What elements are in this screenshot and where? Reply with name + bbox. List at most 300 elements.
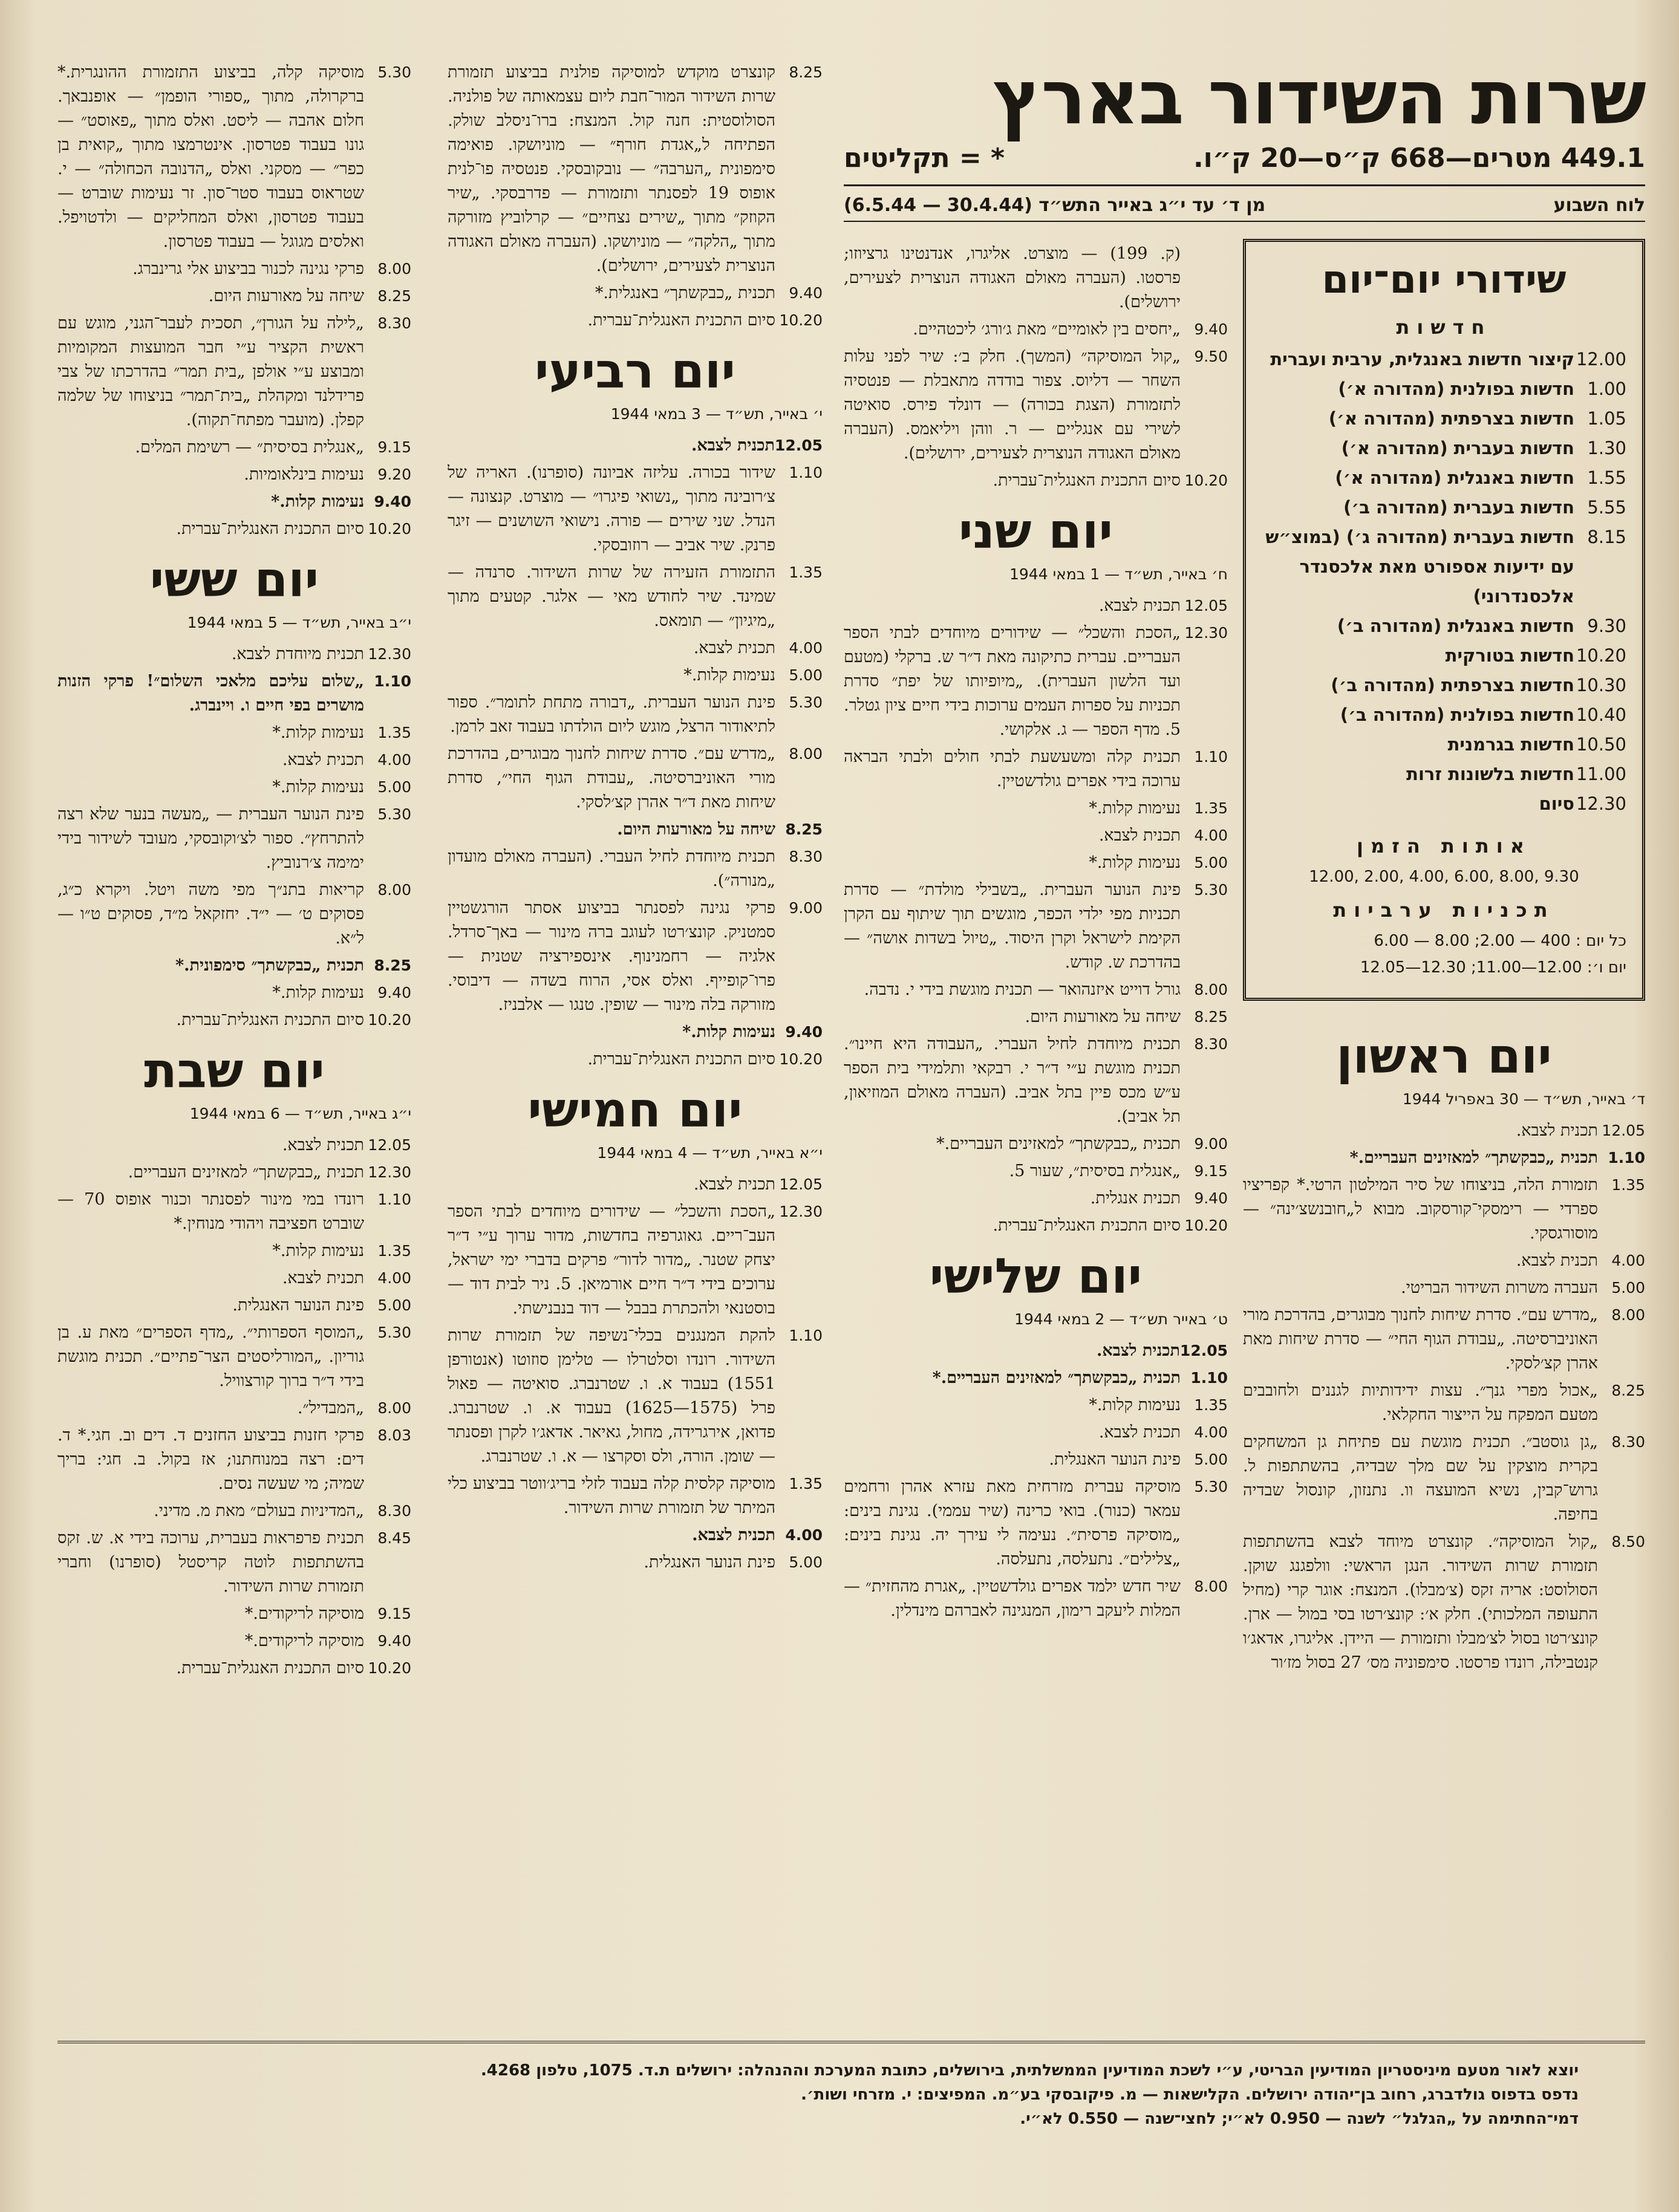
program-item	[844, 1393, 1228, 1417]
time-signal-heading: אותות הזמן	[1356, 834, 1532, 857]
program-item	[448, 1523, 823, 1547]
news-text: סיום	[1539, 793, 1574, 814]
program-text: תכנית לצבא.	[693, 639, 775, 657]
program-time: 4.00	[1611, 1252, 1645, 1269]
program-item	[844, 1186, 1228, 1211]
tuesday-continuation	[448, 60, 823, 333]
program-item	[57, 490, 411, 514]
program-item	[57, 1160, 411, 1185]
program-item	[57, 1008, 411, 1032]
program-time: 8.30	[1611, 1433, 1645, 1451]
program-item	[448, 308, 823, 333]
news-text: חדשות בעברית (מהדורה ג׳) (במוצ״ש עם ידיעות אספורט מאת אלכסנדר אלכסנדרוני)	[1265, 527, 1574, 607]
program-time: 10.20	[368, 1011, 411, 1029]
program-item	[1243, 1249, 1645, 1273]
program-time: 5.00	[377, 778, 411, 796]
program-item	[1243, 1530, 1645, 1675]
program-time: 5.00	[377, 1296, 411, 1314]
program-text: תכנית לצבא.	[282, 1136, 364, 1154]
program-item	[844, 824, 1228, 848]
program-time: 9.40	[377, 1632, 411, 1650]
program-time: 1.10	[1608, 1149, 1645, 1166]
program-time: 8.03	[377, 1426, 411, 1444]
program-time: 5.00	[1611, 1279, 1645, 1296]
news-time: 1.30	[1587, 438, 1626, 458]
program-item	[844, 621, 1228, 742]
program-item	[57, 1188, 411, 1236]
program-time: 12.05	[1179, 1342, 1228, 1359]
day-date: ט׳ באייר תש״ד — 2 במאי 1944	[1014, 1310, 1228, 1328]
program-item	[844, 317, 1228, 342]
program-item	[448, 1047, 823, 1072]
news-text: חדשות בצרפתית (מהדורה א׳)	[1328, 408, 1574, 429]
program-text: תכנית „כבקשתך״ סימפונית.*	[175, 956, 364, 975]
program-time: 1.10	[374, 672, 411, 690]
program-time: 10.20	[1184, 472, 1228, 489]
program-time: 12.05	[368, 1136, 411, 1154]
program-text: „קול המוסיקה״ (המשך). חלק ב׳: שיר לפני עלות השחר — דליוס. צפור בודדה מתאבלת — פנטסיה לתזמורת (הצגת בכורה) — דונלד פירס. סואיטה לשירי עם אנגליים — ר. ווהן ויליאמס. (העברה מאולם האגודה הנוצרית לצעירים, ירושלים).	[844, 347, 1181, 463]
program-text: תכנית „כבקשתך״ למאזינים העבריים.*	[936, 1134, 1181, 1153]
program-item	[844, 745, 1228, 793]
program-item	[844, 1339, 1228, 1363]
program-time: 9.40	[785, 1023, 823, 1041]
program-item	[844, 796, 1228, 821]
program-text: נעימות קלות.*	[272, 778, 364, 796]
program-text: תכנית „כבקשתך״ למאזינים העבריים.*	[1349, 1148, 1598, 1167]
program-time: 8.50	[1611, 1533, 1645, 1550]
program-time: 9.00	[789, 899, 823, 917]
program-item	[844, 878, 1228, 975]
masthead-title: שרות השידור בארץ	[993, 54, 1645, 142]
program-item	[1243, 1276, 1645, 1300]
program-item	[448, 845, 823, 893]
program-text: נעימות קלות.*	[1089, 1396, 1181, 1414]
program-text: תכנית לצבא.	[1098, 596, 1181, 615]
footer-line-2: נדפס בדפוס גולדברג, רחוב בן־יהודה ירושלים. הקלישאות — מ. פיקובסקי בע״מ. המפיצים: י. מזרחי ושות׳.	[801, 2086, 1579, 2104]
column-3	[448, 57, 823, 2047]
program-text: נעימות קלות.*	[271, 492, 364, 511]
program-text: תכנית לצבא.	[282, 1269, 364, 1287]
program-text: „לילה על הגורן״, תסכית לעבר־הגני, מוגש עם ראשית הקציר ע״י חבר המועצות המקומיות ומבוצע ע״י אולפן „בית תמר״ בהדרכתו של צבי פרידלנד ומקהלת „בית־תמר״ בניצוחו של שלמה קפלן. (מועבר מפתח־תקוה).	[57, 314, 364, 429]
program-item	[1243, 1146, 1645, 1170]
footer-line-1: יוצא לאור מטעם מיניסטריון המודיעין הבריטי, ע״י לשכת המודיעין הממשלתית, בירושלים, כתובת המערכת וההנהלה: ירושלים ת.ד. 1075, טלפון 4268.	[480, 2061, 1579, 2080]
week-row	[844, 186, 1645, 221]
program-time: 8.45	[377, 1529, 411, 1547]
program-text: רונדו במי מינור לפסנתר וכנור אופוס 70 — שוברט חפציבה ויהודי מנוחין.*	[57, 1190, 364, 1233]
day-date: י״א באייר, תש״ד — 4 במאי 1944	[597, 1144, 823, 1162]
daily-title: שידורי יום־יום	[1322, 258, 1567, 302]
program-time: 9.15	[377, 1605, 411, 1622]
frequency-line: 449.1 מטרים—668 ק״ס—20 ק״ו.	[1193, 143, 1645, 174]
masthead-freq-row	[844, 143, 1645, 174]
program-item	[844, 851, 1228, 875]
program-text: גורל דוייט איזנהואר — תכנית מוגשת בידי י. נדבה.	[864, 980, 1181, 999]
program-time: 1.35	[1611, 1176, 1645, 1194]
program-item	[1243, 1430, 1645, 1527]
program-item	[844, 1159, 1228, 1183]
news-row	[1262, 345, 1626, 374]
program-item	[57, 878, 411, 951]
day-saturday	[57, 1039, 411, 1680]
program-time: 8.00	[377, 881, 411, 899]
program-text: פינת הנוער העברית. „בשבילי מולדת״ — סדרת תכניות מפי ילדי הכפר, מוגשים תוך שיתוף עם הקרן הקימת לישראל וקרן היסוד. „טיול בשדות אושה״ — בהדרכת ש. קודש.	[844, 880, 1181, 972]
news-time: 10.50	[1576, 734, 1626, 755]
program-text: שיחה על מאורעות היום.	[617, 820, 775, 839]
program-item	[448, 1550, 823, 1575]
news-time: 9.30	[1587, 616, 1626, 636]
footer-rule	[57, 2041, 1645, 2043]
program-text: תכנית מיוחדת לחיל העברי. (העברה מאולם מועדון „מנורה״).	[448, 847, 775, 890]
program-text: נעימות קלות.*	[682, 1023, 775, 1041]
program-time: 12.05	[1602, 1122, 1645, 1139]
day-tuesday	[844, 1245, 1228, 1623]
program-time: 8.25	[374, 957, 411, 974]
program-item	[448, 60, 823, 278]
program-text: מוסיקה לריקודים.*	[244, 1631, 364, 1650]
program-text: „אנגלית בסיסית״, שעור 5.	[1009, 1162, 1181, 1180]
program-time: 9.40	[1194, 320, 1228, 338]
program-item	[844, 1448, 1228, 1472]
news-time: 10.30	[1576, 675, 1626, 695]
news-row	[1262, 641, 1626, 671]
news-time: 12.00	[1576, 349, 1626, 369]
program-item	[448, 461, 823, 558]
program-text: שיחה על מאורעות היום.	[208, 287, 364, 305]
program-item	[448, 742, 823, 815]
program-time: 12.30	[1184, 624, 1228, 642]
program-item	[57, 1321, 411, 1393]
program-time: 1.35	[789, 564, 823, 581]
program-item	[57, 311, 411, 432]
program-item	[448, 1324, 823, 1469]
program-text: סיום התכנית האנגלית־עברית.	[176, 1010, 364, 1029]
program-item	[57, 1293, 411, 1318]
daily-box	[1243, 239, 1645, 1001]
program-text: „מדרש עם״. סדרת שיחות לחנוך מבוגרים, בהדרכת מורי האוניברסיטה. „עבודת הגוף החי״ — סדרת שיחות מאת אהרן קצ׳לסקי.	[1243, 1306, 1598, 1373]
program-text: „הסכת והשכל״ — שידורים מיוחדים לבתי הספר העב־ריים. גאוגרפיה בחדשות, מדור ערוך ע״י ד״ר יצחק שטנר. „מדור לדור״ פרקים בדברי ימי ישראל, ערוכים בידי ד״ר חיים אורמיאן. 5. ניר לבית דוד — בוסטנאי ולהכתרת בבבל — דוד בנבנישתי.	[448, 1202, 775, 1318]
program-text: מוסיקה קלסית קלה בעבוד לזלי בריג׳ווטר בביצוע כלי המיתר של תזמורת שרות השידור.	[448, 1474, 775, 1517]
program-text: תכנית אנגלית.	[1090, 1189, 1181, 1208]
program-time: 12.30	[368, 645, 411, 663]
day-monday	[844, 500, 1228, 1238]
program-time: 10.20	[779, 1050, 823, 1068]
program-time: 8.30	[1194, 1035, 1228, 1053]
program-text: סיום התכנית האנגלית־עברית.	[993, 1216, 1181, 1235]
program-item	[844, 978, 1228, 1002]
program-item	[1243, 1379, 1645, 1427]
program-item	[57, 257, 411, 281]
program-time: 1.10	[1190, 1369, 1228, 1387]
program-item	[57, 284, 411, 308]
program-item	[844, 594, 1228, 618]
program-time: 8.00	[1194, 981, 1228, 998]
program-item	[57, 721, 411, 745]
footer	[57, 2050, 1645, 2131]
thursday-continuation	[57, 60, 411, 541]
program-item	[57, 517, 411, 541]
program-time: 8.30	[377, 314, 411, 332]
program-time: 8.00	[1194, 1578, 1228, 1595]
program-item	[448, 1200, 823, 1321]
program-text: פינת הנוער האנגלית.	[232, 1296, 364, 1315]
program-item	[1243, 1173, 1645, 1246]
program-text: פרקי חזנות בביצוע החזנים ד. דים וב. חגי.* ד. דים: רצה במנוחתנו; אז בקול. ב. חגי: בריך שמיה; מי שעשה נסים.	[57, 1426, 364, 1493]
program-time: 9.20	[377, 466, 411, 483]
program-time: 5.30	[1194, 1478, 1228, 1495]
program-text: שיחה על מאורעות היום.	[1025, 1007, 1181, 1026]
program-time: 4.00	[377, 751, 411, 769]
news-time: 11.00	[1576, 764, 1626, 784]
program-time: 5.30	[1194, 881, 1228, 899]
column-2	[844, 239, 1228, 2047]
program-text: תכנית מיוחדת לחיל העברי. „העבודה היא חיינו״. תכנית מוגשת ע״י ד״ר י. רבקאי ותלמידי בית הספר ע״ש מכס פיין בתל אביב. (העברה מאולם המוזיאון, תל אביב).	[844, 1035, 1181, 1126]
news-text: חדשות בטורקית	[1445, 645, 1574, 666]
program-item	[57, 1656, 411, 1680]
program-time: 5.00	[1194, 1451, 1228, 1468]
program-text: שידור בכורה. עליזה אביונה (סופרנו). האריה של צ׳רובינה מתוך „נשואי פיגרו״ — מוצרט. קנצונה — הנדל. שני שירים — פורה. נישואי השושנים — זיגר פרנק. שיר אביב — רוזובסקי.	[448, 463, 775, 555]
news-row	[1262, 671, 1626, 700]
program-item	[57, 435, 411, 460]
day-date: י׳ באייר, תש״ד — 3 במאי 1944	[610, 405, 823, 423]
news-text: חדשות בעברית (מהדורה ב׳)	[1343, 497, 1574, 518]
program-time: 5.30	[377, 63, 411, 81]
program-time: 1.10	[1194, 748, 1228, 766]
news-time: 1.05	[1587, 408, 1626, 429]
record-legend: * = תקליטים	[844, 143, 1005, 174]
week-rule	[844, 221, 1645, 222]
news-row	[1262, 789, 1626, 819]
program-text: „המבדיל״.	[297, 1399, 364, 1417]
program-text: תכנית „כבקשתך״ למאזינים העבריים.*	[932, 1368, 1181, 1387]
program-text: מוסיקה עברית מזרחית מאת עזרא אהרן ורחמים עמאר (כנור). בואי כרינה (שיר עממי). נגינת בינים: „מוסיקה פרסית״. נעימה לי עירך יה. נגינת בינים: „צלילים״. נתעלסה, נתעלסה.	[844, 1477, 1181, 1569]
program-text: תכנית לצבא.	[691, 436, 775, 455]
army-line-1: כל יום : 400 — 2.00; 8.00 — 6.00	[1374, 932, 1626, 950]
news-text: חדשות באנגלית (מהדורה א׳)	[1335, 467, 1574, 488]
news-row	[1262, 404, 1626, 434]
day-sunday	[1243, 1025, 1645, 1675]
news-time: 8.15	[1587, 527, 1626, 547]
program-text: „הסכת והשכל״ — שידורים מיוחדים לבתי הספר העבריים. עברית כתיקונה מאת ד״ר ש. ברקלי (מטעם ועד הלשון העברית). „מיופיותו של יפת״ סדרת תכניות על ספרות העמים ערוכות בידי חיים ציון גטלר. 5. מדף הספר — ג. אלקושי.	[844, 623, 1181, 739]
program-text: פינת הנוער האנגלית.	[1049, 1450, 1181, 1469]
program-item	[844, 345, 1228, 466]
program-item	[448, 636, 823, 660]
program-time: 1.10	[789, 1327, 823, 1344]
program-item	[448, 1472, 823, 1520]
program-text: סיום התכנית האנגלית־עברית.	[176, 1659, 364, 1677]
program-text: תכנית קלה ומשעשעת לבתי חולים ולבתי הבראה ערוכה בידי אפרים גולדשטיין.	[844, 747, 1181, 790]
day-date: י״ג באייר, תש״ד — 6 במאי 1944	[189, 1105, 411, 1122]
program-time: 12.30	[368, 1163, 411, 1181]
program-text: התזמורת הזעירה של שרות השידור. סרנדה — שמינד. שיר לחודש מאי — אלגר. קטעים מתוך „מיגיון״ — תומאס.	[448, 563, 775, 630]
program-item	[844, 242, 1228, 314]
program-text: תכנית לצבא.	[1098, 826, 1181, 845]
program-text: נעימות בינלאומיות.	[244, 465, 364, 484]
program-time: 8.00	[377, 260, 411, 278]
news-row	[1262, 760, 1626, 789]
program-text: קונצרט מוקדש למוסיקה פולנית בביצוע תזמורת שרות השידור המור־חבת ליום עצמאותה של פולניה. הסולוסטית: חנה קול. המנצח: ברו־ניסלב שולק. הפתיחה ל„אגדת חורף״ — מוניושקו. פואימה סימפונית „הערבה״ — נובקובסקי. פנטסיה פו־לנית אופוס 19 לפסנתר ותזמורת — פדרבסקי. „שיר הקוזק״ מתוך „שירים נצחיים״ — קרלוביץ מזורקה מתוך „הלקה״ — מוניושקו. (העברה מאולם האגודה הנוצרית לצעירים, ירושלים).	[448, 63, 775, 275]
program-item	[448, 434, 823, 458]
program-text: „המדיניות בעולם״ מאת מ. מדיני.	[154, 1501, 364, 1520]
program-text: תכנית לצבא.	[693, 1175, 775, 1194]
program-time: 1.10	[789, 464, 823, 481]
program-item	[1243, 1119, 1645, 1143]
program-item	[1243, 1303, 1645, 1376]
day-date: י״ב באייר, תש״ד — 5 במאי 1944	[187, 614, 411, 631]
program-item	[57, 802, 411, 875]
news-text: חדשות בפולנית (מהדורה ב׳)	[1340, 704, 1574, 725]
program-time: 9.40	[374, 493, 411, 510]
program-item	[57, 981, 411, 1005]
news-time: 1.55	[1587, 467, 1626, 488]
footer-line-3: דמי־החתימה על „הגלגל״ לשנה — 0.950 לא״י; לחצי־שנה — 0.550 לא״י.	[1020, 2110, 1579, 2128]
day-wednesday	[448, 340, 823, 1072]
program-time: 12.05	[779, 1176, 823, 1193]
program-item	[57, 954, 411, 978]
program-item	[57, 1239, 411, 1263]
program-time: 4.00	[1194, 827, 1228, 844]
news-row	[1262, 700, 1626, 730]
program-item	[57, 1133, 411, 1157]
program-text: סיום התכנית האנגלית־עברית.	[587, 311, 775, 330]
program-time: 8.25	[1194, 1008, 1228, 1026]
program-time: 4.00	[785, 1526, 823, 1544]
program-text: תכנית לצבא.	[1097, 1341, 1180, 1360]
program-time: 5.30	[377, 1324, 411, 1341]
news-time: 10.40	[1576, 704, 1626, 725]
program-item	[448, 896, 823, 1017]
program-time: 8.25	[377, 287, 411, 305]
program-time: 1.35	[1194, 1396, 1228, 1414]
program-item	[57, 1526, 411, 1599]
program-time: 12.30	[779, 1203, 823, 1220]
program-item	[844, 1032, 1228, 1129]
program-item	[57, 1629, 411, 1653]
program-time: 9.50	[1194, 348, 1228, 365]
program-item	[57, 1499, 411, 1523]
program-text: להקת המנגנים בכלי־נשיפה של תזמורת שרות השידור. רונדו וסלטרלו — טלימן סוזוטו (אנטורפן 1551) בעבוד א. ו. שטרנברג. סואיטה — פאול פרל (1575—1625) בעבוד א. ו. שטרנברג. פדואן, אירגרידה, מחול, גאיאר. אדאג׳ו לקרן ופסנתר — שומן. הורה, ולס וסקרצו — א. ו. שטרנברג.	[448, 1326, 776, 1466]
program-text: תכנית לצבא.	[1516, 1251, 1598, 1270]
program-text: סיום התכנית האנגלית־עברית.	[993, 471, 1181, 490]
program-item	[448, 561, 823, 633]
program-text: „אכול מפרי גנך״. עצות ידידותיות לגננים ולחובבים מטעם המפקח על הייצור החקלאי.	[1243, 1381, 1598, 1424]
program-text: „גן גוסטב״. תכנית מוגשת עם פתיחת גן המשחקים בקרית מוצקין על שם מלך שבדיה, בהשתתפות ל. גרוש־קבין, נשיא המועצה וו. נתנזון, קונסול שבדיה בחיפה.	[1243, 1433, 1598, 1524]
news-text: חדשות בצרפתית (מהדורה ב׳)	[1331, 675, 1574, 695]
program-text: „המוסף הספרותי״. „מדף הספרים״ מאת ע. בן גוריון. „המורליסטים הצר־פתיים״. תכנית מוגשת בידי ד״ר ברוך קורצוויל.	[57, 1323, 364, 1390]
news-text: חדשות בפולנית (מהדורה א׳)	[1338, 379, 1574, 399]
program-time: 9.00	[1194, 1135, 1228, 1153]
program-item	[448, 1020, 823, 1044]
program-time: 4.00	[1194, 1423, 1228, 1441]
program-text: שיר חדש ילמד אפרים גולדשטיין. „אגרת מהחזית״ — המלות ליעקב רימון, המנגינה לאברהם מינדלין.	[844, 1577, 1181, 1620]
program-text: תכנית לצבא.	[1516, 1121, 1598, 1140]
program-text: נעימות קלות.*	[683, 666, 775, 685]
program-item	[448, 691, 823, 739]
program-time: 8.00	[377, 1399, 411, 1417]
program-time: 1.35	[1194, 799, 1228, 817]
weekly-label: לוח השבוע	[1553, 195, 1645, 216]
program-time: 8.25	[785, 821, 823, 838]
army-heading: תכניות ערביות	[1333, 899, 1555, 922]
program-item	[57, 1396, 411, 1420]
program-text: נעימות קלות.*	[1089, 799, 1181, 818]
program-text: סיום התכנית האנגלית־עברית.	[587, 1050, 775, 1069]
program-time: 5.30	[377, 805, 411, 823]
day-title: יום שלישי	[929, 1248, 1143, 1304]
program-text: פרקי נגינה לפסנתר בביצוע אסתר הורגשטיין סמטניק. קונצ׳רטו לעוגב ברה מינור — באך־סרדל. אלגיה — רחמנינוף. אינספירציה שטנית — פרו־קופייף. ואלס אסי, הרוח בשדה — דיבוסי. מזורקה בלה מינור — שופין. טנגו — אלבניז.	[448, 899, 775, 1014]
program-text: תכנית לצבא.	[692, 1526, 775, 1544]
program-text: מוסיקה לריקודים.*	[244, 1604, 364, 1623]
news-text: חדשות בגרמנית	[1447, 734, 1574, 755]
program-text: העברה משרות השידור הבריטי.	[1401, 1278, 1598, 1297]
program-time: 8.00	[789, 745, 823, 763]
program-item	[57, 1266, 411, 1290]
news-row	[1262, 611, 1626, 641]
program-item	[57, 775, 411, 799]
program-time: 10.20	[368, 1659, 411, 1677]
news-text: חדשות בלשונות זרות	[1406, 764, 1574, 784]
program-item	[844, 1005, 1228, 1029]
program-item	[448, 1173, 823, 1197]
day-title: יום שבת	[144, 1043, 325, 1099]
program-text: „יחסים בין לאומיים״ מאת ג׳ורג׳ ליכטהיים.	[913, 320, 1181, 339]
program-item	[448, 818, 823, 842]
news-text: חדשות בעברית (מהדורה א׳)	[1341, 438, 1574, 458]
program-item	[57, 1602, 411, 1626]
program-item	[844, 1366, 1228, 1390]
program-time: 1.35	[377, 724, 411, 741]
program-time: 1.10	[377, 1191, 411, 1208]
program-item	[57, 463, 411, 487]
program-item	[844, 1214, 1228, 1238]
program-text: תכנית לצבא.	[282, 750, 364, 769]
column-1	[1243, 239, 1645, 2047]
program-text: „קול המוסיקה״. קונצרט מיוחד לצבא בהשתתפות תזמורת שרות השידור. הנגן הראשי: וולפגנג שוקן. הסולוסט: אריה זקס (צ׳מבלו). המנצח: אוגר קרי (מחיל התעופה המלכותי). חלק א׳: קונצ׳רטו בסי במול — ארן. קונצ׳רטו בסול לצ׳מבלו ותזמורת — היידן. אליגרו, אדאג׳ו קנטבילה, רונדו פרסטו. סימפוניה מס׳ 27 בסול מז׳ור	[1243, 1532, 1598, 1672]
program-item	[57, 1423, 411, 1496]
program-time: 1.35	[377, 1242, 411, 1260]
program-text: נעימות קלות.*	[1089, 853, 1181, 872]
program-text: „מדרש עם״. סדרת שיחות לחנוך מבוגרים, בהדרכת מורי האוניברסיטה. „עבודת הגוף החי״, סדרת שיחות מאת ד״ר אהרן קצ׳לסקי.	[448, 744, 775, 812]
day-title: יום ששי	[149, 551, 319, 608]
program-item	[844, 1420, 1228, 1445]
program-text: תכנית „כבקשתך״ באנגלית.*	[595, 284, 775, 302]
program-time: 5.00	[789, 1553, 823, 1571]
program-text: (ק. 199) — מוצרט. אליגרו, אנדנטינו גרציוזו; פרסטו. (העברה מאולם האגודה הנוצרית לצעירים, ירושלים).	[844, 244, 1181, 311]
program-time: 12.05	[774, 437, 823, 454]
news-row	[1262, 374, 1626, 404]
program-text: נעימות קלות.*	[272, 723, 364, 742]
day-title: יום חמישי	[527, 1082, 743, 1138]
news-row	[1262, 493, 1626, 522]
program-time: 8.25	[1611, 1382, 1645, 1399]
program-time: 9.15	[377, 438, 411, 456]
program-item	[844, 1132, 1228, 1156]
news-text: חדשות באנגלית (מהדורה ב׳)	[1337, 616, 1574, 636]
news-row	[1262, 463, 1626, 493]
program-time: 4.00	[377, 1269, 411, 1287]
program-time: 8.25	[789, 63, 823, 81]
program-time: 9.40	[1194, 1189, 1228, 1207]
program-time: 5.30	[789, 694, 823, 711]
news-heading: חדשות	[1396, 316, 1492, 339]
column-4	[57, 57, 411, 2047]
program-time: 1.35	[789, 1475, 823, 1492]
program-text: קריאות בתנ״ך מפי משה ויטל. ויקרא כ״ג, פסוקים ט׳ — י״ד. יחזקאל מ״ד, פסוקים ט״ו — ל״א.	[57, 880, 364, 948]
program-time: 8.00	[1611, 1306, 1645, 1324]
program-text: תכנית „כבקשתך״ למאזינים העבריים.	[128, 1163, 364, 1182]
masthead	[844, 54, 1645, 233]
program-text: פינת הנוער העברית. „דבורה מתחת לתומר״. ספור לתיאודור הרצל, מוגש ליום הולדתו בעבוד זאב לרמן.	[448, 693, 775, 736]
program-item	[448, 663, 823, 688]
